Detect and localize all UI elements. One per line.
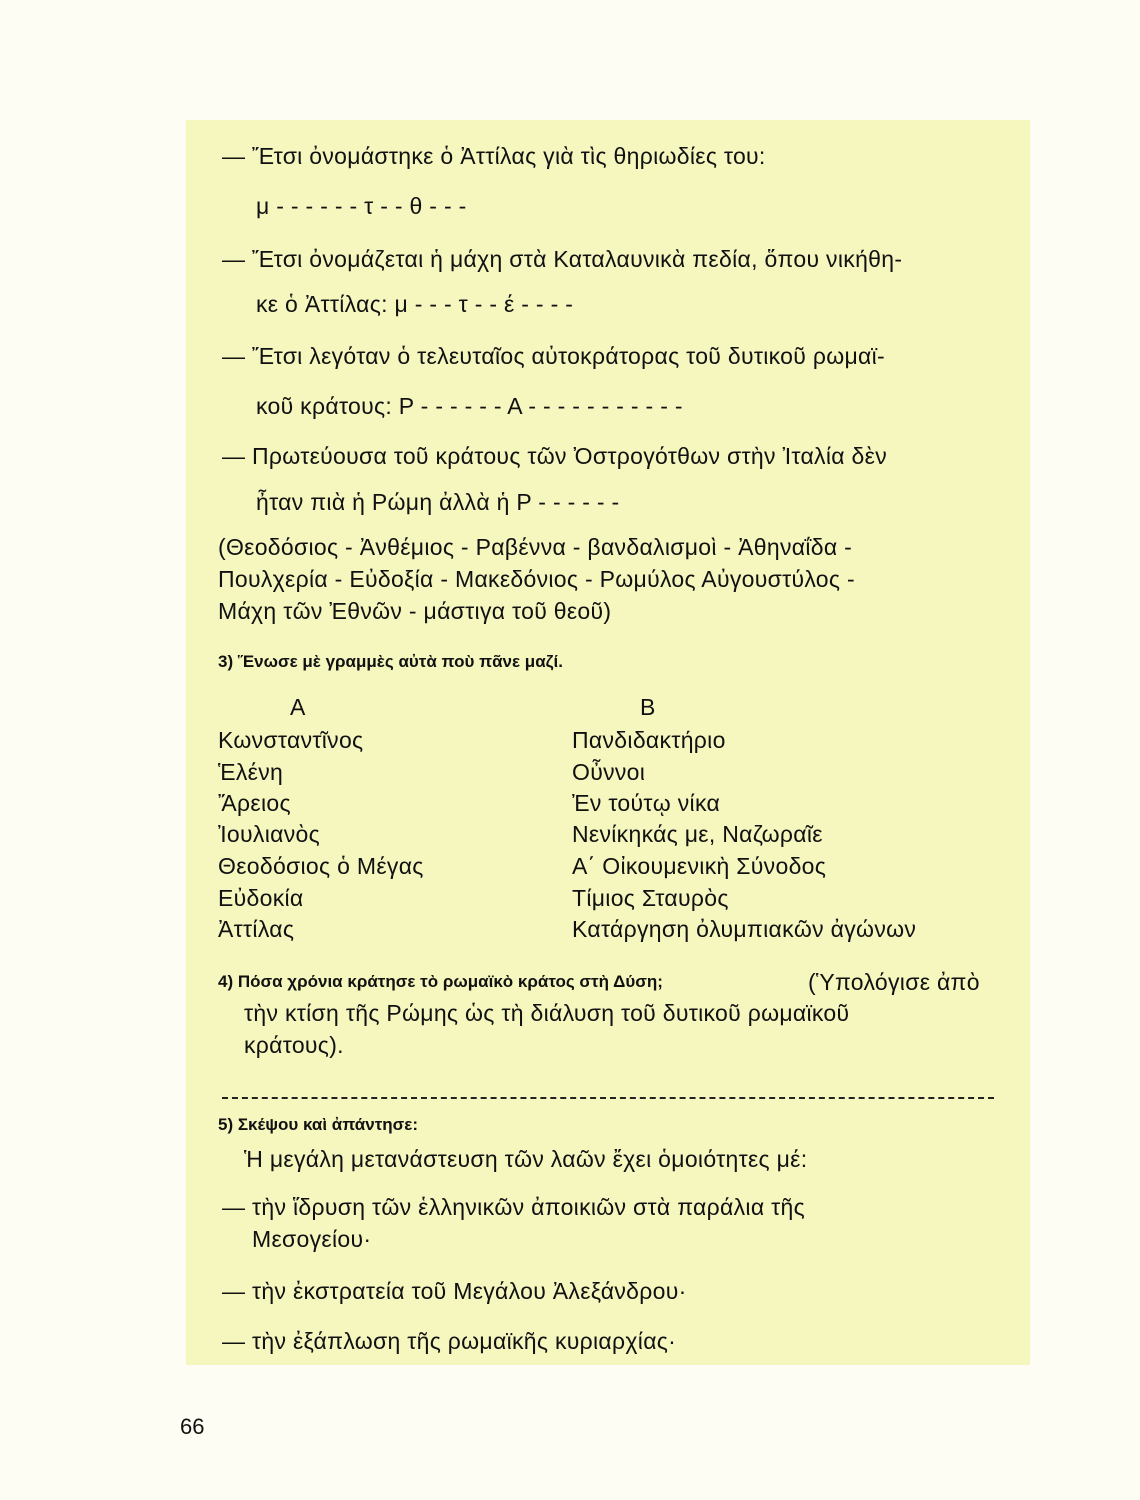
option-alexander: — τὴν ἐκστρατεία τοῦ Μεγάλου Ἀλεξάνδρου· (222, 1278, 687, 1304)
section-5-intro: Ἡ μεγάλη μετανάστευση τῶν λαῶν ἔχει ὁμοιότητες μέ: (244, 1146, 808, 1172)
column-b-item: Κατάργηση ὀλυμπιακῶν ἀγώνων (572, 916, 917, 942)
question-battle-line-1: — Ἔτσι ὀνομάζεται ἡ μάχη στὰ Καταλαυνικὰ πεδία, ὅπου νικήθη- (222, 246, 903, 272)
word-bank-line-3: Μάχη τῶν Ἐθνῶν - μάστιγα τοῦ θεοῦ) (218, 598, 612, 624)
column-a-item: Εὐδοκία (218, 885, 304, 911)
column-b-header: Β (640, 694, 656, 720)
column-b-item: Τίμιος Σταυρὸς (572, 885, 729, 911)
answer-blank-nickname: μ - - - - - - τ - - θ - - - (256, 193, 467, 219)
column-b-item: Νενίκηκάς με, Ναζωραῖε (572, 821, 823, 847)
column-b-item: Οὖννοι (572, 759, 646, 785)
question-capital-line-2: ἦταν πιὰ ἡ Ρώμη ἀλλὰ ἡ Ρ - - - - - - (256, 489, 620, 515)
option-colonies-line-1: — τὴν ἵδρυση τῶν ἑλληνικῶν ἀποικιῶν στὰ παράλια τῆς (222, 1194, 805, 1220)
dashed-divider (222, 1097, 994, 1099)
column-a-item: Θεοδόσιος ὁ Μέγας (218, 853, 424, 879)
section-4-heading: 4) Πόσα χρόνια κράτησε τὸ ρωμαϊκὸ κράτος στὴ Δύση; (218, 972, 663, 991)
section-5-heading: 5) Σκέψου καὶ ἀπάντησε: (218, 1115, 419, 1134)
question-last-emperor-line-2: κοῦ κράτους: Ρ - - - - - - Α - - - - - - - - - - - (256, 393, 683, 419)
column-a-header: Α (290, 694, 306, 720)
question-battle-line-2: κε ὁ Ἀττίλας: μ - - - τ - - έ - - - - (256, 291, 574, 317)
column-a-item: Ἑλένη (218, 759, 284, 785)
option-roman-expansion: — τὴν ἐξάπλωση τῆς ρωμαϊκῆς κυριαρχίας· (222, 1328, 677, 1354)
word-bank-line-1: (Θεοδόσιος - Ἀνθέμιος - Ραβέννα - βανδαλισμοὶ - Ἀθηναΐδα - (218, 534, 853, 560)
option-colonies-line-2: Μεσογείου· (252, 1226, 372, 1252)
column-a-item: Κωνσταντῖνος (218, 727, 364, 753)
question-capital-line-1: — Πρωτεύουσα τοῦ κράτους τῶν Ὀστρογότθων στὴν Ἰταλία δὲν (222, 443, 887, 469)
section-4-text-line-3: κράτους). (244, 1032, 344, 1058)
section-3-heading: 3) Ἕνωσε μὲ γραμμὲς αὐτὰ ποὺ πᾶνε μαζί. (218, 652, 563, 671)
column-b-item: Πανδιδακτήριο (572, 727, 726, 753)
section-4-text-line-2: τὴν κτίση τῆς Ρώμης ὡς τὴ διάλυση τοῦ δυτικοῦ ρωμαϊκοῦ (244, 1000, 850, 1026)
page-number: 66 (180, 1414, 205, 1439)
column-a-item: Ἄρειος (218, 790, 291, 816)
section-4-text-line-1: (Ὑπολόγισε ἀπὸ (808, 969, 980, 995)
question-attila-nickname: — Ἔτσι ὀνομάστηκε ὁ Ἀττίλας γιὰ τὶς θηριωδίες του: (222, 143, 766, 169)
column-a-item: Ἀττίλας (218, 916, 295, 942)
word-bank-line-2: Πουλχερία - Εὐδοξία - Μακεδόνιος - Ρωμύλος Αὐγουστύλος - (218, 566, 855, 592)
column-a-item: Ἰουλιανὸς (218, 821, 320, 847)
column-b-item: Ἐν τούτῳ νίκα (572, 790, 721, 816)
column-b-item: Α΄ Οἰκουμενικὴ Σύνοδος (572, 853, 827, 879)
question-last-emperor-line-1: — Ἔτσι λεγόταν ὁ τελευταῖος αὐτοκράτορας τοῦ δυτικοῦ ρωμαϊ- (222, 343, 885, 369)
